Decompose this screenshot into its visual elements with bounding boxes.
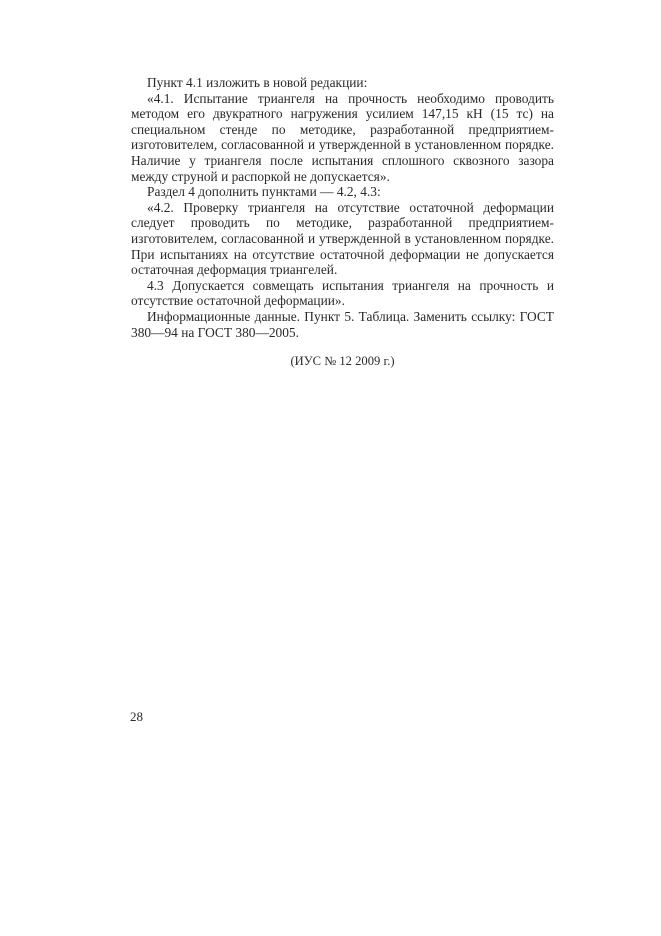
source-note: (ИУС № 12 2009 г.) — [290, 354, 395, 369]
paragraph-4-3: 4.3 Допускается совмещать испытания триангеля на прочность и отсутствие остаточной деформации». — [131, 277, 554, 309]
paragraph-4-1: «4.1. Испытание триангеля на прочность необходимо проводить методом его двукратного нагружения усилием 147,15 кН (15 тс) на специальном стенде по методике, разработанной предприятием-изготовителем, согласованной и утвержденной в установленном порядке. Наличие у триангеля после испытания сплошного сквозного зазора между струной и распоркой не допускается». — [131, 90, 554, 184]
paragraph-info-data: Информационные данные. Пункт 5. Таблица. Заменить ссылку: ГОСТ 380—94 на ГОСТ 380—2005. — [131, 308, 554, 340]
document-body — [131, 75, 554, 370]
paragraph-4-2: «4.2. Проверку триангеля на отсутствие остаточной деформации следует проводить по методике, разработанной предприятием-изготовителем, согласованной и утвержденной в установленном порядке. При испытаниях на отсутствие остаточной деформации не допускается остаточная деформация триангелей. — [131, 199, 554, 278]
paragraph-intro: Пункт 4.1 изложить в новой редакции: — [147, 75, 368, 90]
paragraph-section-4: Раздел 4 дополнить пунктами — 4.2, 4.3: — [147, 184, 381, 200]
page-number: 28 — [130, 709, 143, 724]
